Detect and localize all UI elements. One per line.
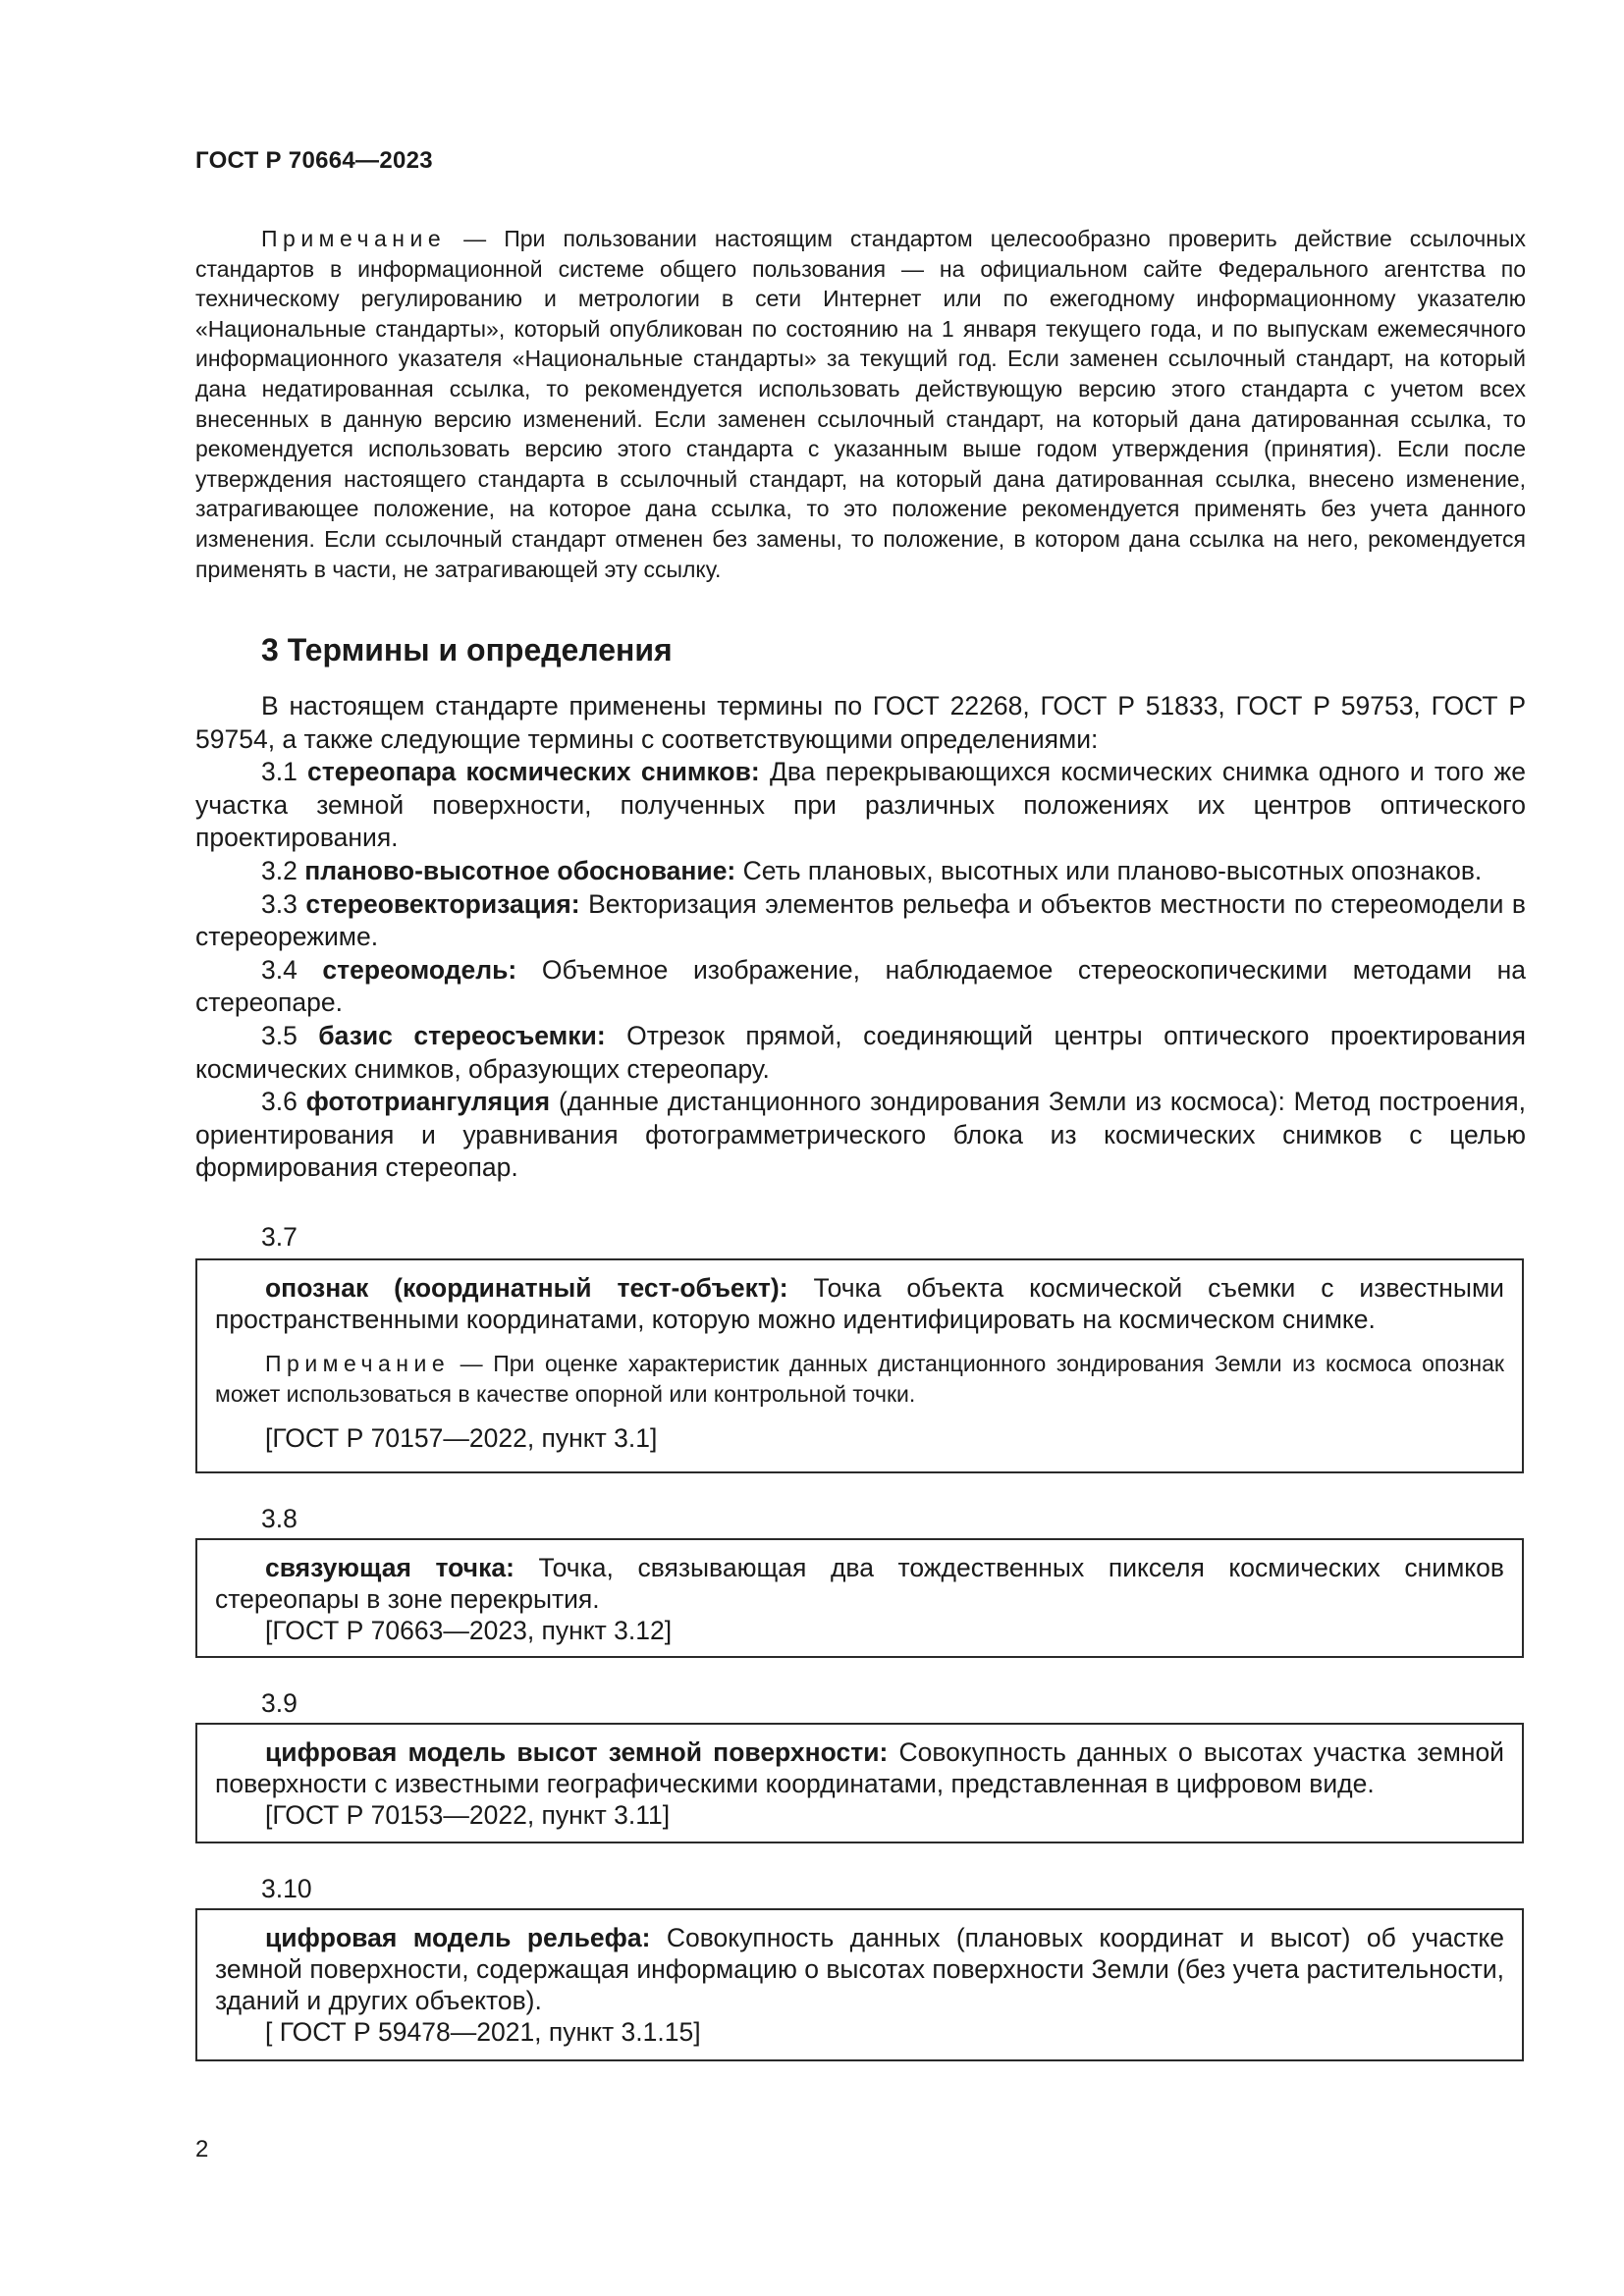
terms-list (195, 690, 1526, 1185)
term-number-3-9: 3.9 (261, 1688, 298, 1718)
page-number: 2 (195, 2136, 209, 2163)
term-box-3-7 (195, 1258, 1524, 1473)
term-3-1: 3.1 стереопара космических снимков: Два перекрывающихся космических снимка одного и того же участка земной поверхности, полученных при различных положениях их центров оптического проектирования. (195, 757, 1526, 853)
term-3-3: 3.3 стереовекторизация: Векторизация элементов рельефа и объектов местности по стереомодели в стереорежиме. (195, 888, 1526, 952)
term-3-2: 3.2 планово-высотное обоснование: Сеть плановых, высотных или планово-высотных опознаков. (261, 855, 1483, 885)
term-note: Примечание — При оценке характеристик данных дистанционного зондирования Земли из космоса опознак может использоваться в качестве опорной или контрольной точки. (215, 1351, 1504, 1407)
term-source: [ГОСТ Р 70157—2022, пункт 3.1] (265, 1423, 658, 1454)
term-definition: цифровая модель рельефа: Совокупность данных (плановых координат и высот) об участке земной поверхности, содержащая информацию о высотах поверхности Земли (без учета растительности, зданий и других объектов). (215, 1923, 1504, 2015)
term-3-5: 3.5 базис стереосъемки: Отрезок прямой, соединяющий центры оптического проектирования космических снимков, образующих стереопару. (195, 1020, 1526, 1084)
term-definition: связующая точка: Точка, связывающая два тождественных пикселя космических снимков стереопары в зоне перекрытия. (215, 1553, 1504, 1614)
term-box-3-8 (195, 1538, 1524, 1658)
term-number-3-7: 3.7 (261, 1222, 298, 1252)
term-source: [ГОСТ Р 70153—2022, пункт 3.11] (265, 1800, 671, 1830)
term-box-3-10 (195, 1908, 1524, 2061)
term-number-3-8: 3.8 (261, 1504, 298, 1533)
term-box-3-9 (195, 1723, 1524, 1843)
reference-note (195, 224, 1526, 584)
term-3-4: 3.4 стереомодель: Объемное изображение, наблюдаемое стереоскопическими методами на стереопаре. (195, 954, 1527, 1018)
term-3-6: 3.6 фототриангуляция (данные дистанционного зондирования Земли из космоса): Метод построения, ориентирования и уравнивания фотограмметрического блока из космических снимков с целью формирования стереопар. (195, 1087, 1527, 1183)
note-label: Примечание (261, 226, 447, 251)
document-header: ГОСТ Р 70664—2023 (195, 147, 433, 174)
term-definition: опознак (координатный тест-объект): Точка объекта космической съемки с известными пространственными координатами, которую можно идентифицировать на космическом снимке. (215, 1273, 1504, 1334)
term-definition: цифровая модель высот земной поверхности: Совокупность данных о высотах участка земной поверхности с известными географическими координатами, представленная в цифровом виде. (215, 1737, 1504, 1798)
term-number-3-10: 3.10 (261, 1874, 312, 1903)
note-text: — При пользовании настоящим стандартом целесообразно проверить действие ссылочных стандартов в информационной системе общего пользования — на официальном сайте Федерального агентства по техническому регулированию и метрологии в сети Интернет или по ежегодному информационному указателю «Национальные стандарты», который опубликован по состоянию на 1 января текущего года, и по выпускам ежемесячного информационного указателя «Национальные стандарты» за текущий год. Если заменен ссылочный стандарт, на который дана недатированная ссылка, то рекомендуется использовать действующую версию этого стандарта с учетом всех внесенных в данную версию изменений. Если заменен ссылочный стандарт, на который дана датированная ссылка, то рекомендуется использовать версию этого стандарта с указанным выше годом утверждения (принятия). Если после утверждения настоящего стандарта в ссылочный стандарт, на который дана датированная ссылка, внесено изменение, затрагивающее положение, на которое дана ссылка, то это положение рекомендуется применять без учета данного изменения. Если ссылочный стандарт отменен без замены, то положение, в котором дана ссылка на него, рекомендуется применять в части, не затрагивающей эту ссылку. (195, 226, 1526, 582)
term-source: [ГОСТ Р 70663—2023, пункт 3.12] (265, 1616, 673, 1645)
term-source: [ ГОСТ Р 59478—2021, пункт 3.1.15] (265, 2017, 701, 2047)
section-title: 3 Термины и определения (261, 632, 673, 667)
section-intro: В настоящем стандарте применены термины по ГОСТ 22268, ГОСТ Р 51833, ГОСТ Р 59753, ГОСТ Р 59754, а также следующие термины с соответствующими определениями: (195, 691, 1526, 754)
